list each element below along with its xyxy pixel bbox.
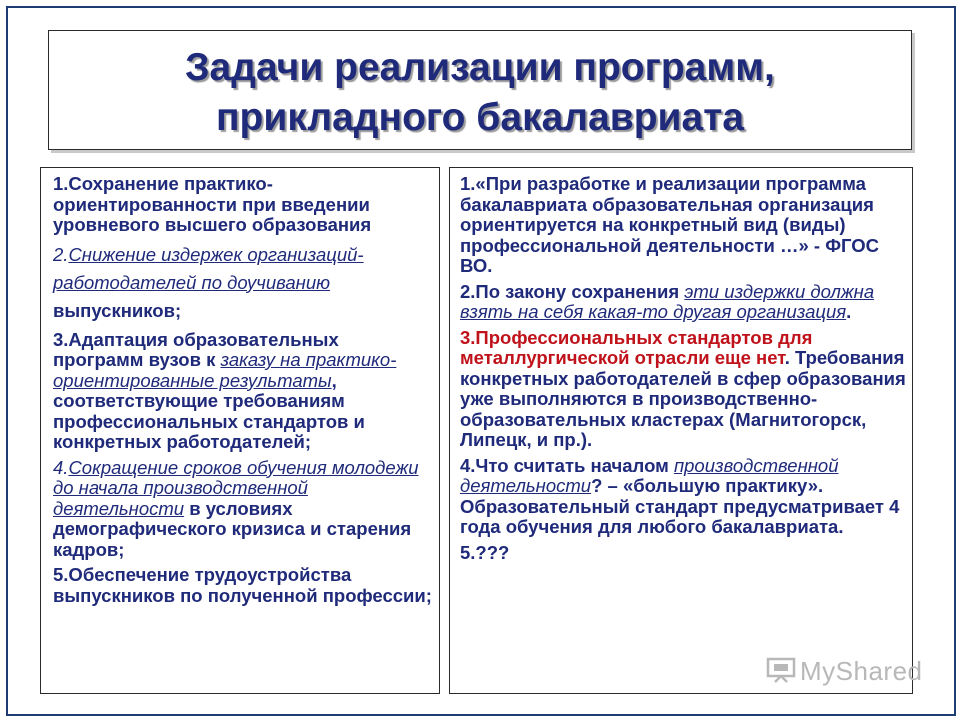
left-item-2-num: 2. xyxy=(53,243,69,265)
left-item-2-link[interactable]: Снижение издержек организаций-работодателей по доучиванию xyxy=(53,243,364,293)
right-item-3-b: . Требования конкретных работодателей в сфер образования уже выполняются в производственно-образовательных кластерах (Магнитогорск, Липецк, и пр.). xyxy=(460,347,906,450)
presentation-icon xyxy=(766,657,796,690)
left-item-3-b: , соответствующие требованиям профессиональных стандартов и конкретных работодателей; xyxy=(53,369,365,452)
left-item-4-rest: в условиях демографического кризиса и старения кадров; xyxy=(53,497,412,560)
right-item-4-link[interactable]: производственной деятельности xyxy=(460,454,839,496)
right-item-4-b: ? – «большую практику». Образовательный стандарт предусматривает 4 года обучения для любого бакалавриата. xyxy=(460,475,900,537)
left-item-2 xyxy=(53,241,433,325)
left-item-3-a: 3.Адаптация образовательных программ вузов к xyxy=(53,328,339,370)
right-item-3 xyxy=(460,328,906,451)
left-item-4-num: 4. xyxy=(53,456,69,478)
right-item-3-red: 3.Профессиональных стандартов для металлургической отрасли еще нет xyxy=(460,326,813,368)
slide-title xyxy=(49,43,911,143)
left-item-4-link[interactable]: Сокращение сроков обучения молодежи до начала производственной деятельности xyxy=(53,456,419,519)
left-item-3 xyxy=(53,330,433,453)
right-item-2 xyxy=(460,282,906,323)
left-item-3-link[interactable]: заказу на практико-ориентированные результаты xyxy=(53,349,397,391)
right-column xyxy=(449,167,913,694)
left-item-2-rest: выпускников; xyxy=(53,299,182,321)
title-line-1: Задачи реализации программ, xyxy=(185,46,775,89)
mysHared-watermark xyxy=(766,656,923,690)
right-item-2-b: . xyxy=(846,301,852,322)
left-column xyxy=(40,167,440,694)
left-item-5: 5.Обеспечение трудоустройства выпускников по полученной профессии; xyxy=(53,564,432,606)
right-item-2-a: 2.По закону сохранения xyxy=(460,280,685,302)
right-item-1: 1.«При разработке и реализации программа бакалавриата образовательная организация ориентируется на конкретный вид (виды) профессиональной деятельности …» - ФГОС ВО. xyxy=(460,173,879,276)
watermark-text: MyShared xyxy=(800,656,923,686)
title-box xyxy=(48,30,912,150)
left-item-1: 1.Сохранение практико-ориентированности при введении уровневого высшего образования xyxy=(53,173,372,235)
left-item-4 xyxy=(53,458,433,561)
right-item-2-link[interactable]: эти издержки должна взять на себя какая-то другая организация xyxy=(460,280,875,322)
right-item-4-a: 4.Что считать началом xyxy=(460,454,674,476)
title-line-2: прикладного бакалавриата xyxy=(215,96,745,139)
right-item-5: 5.??? xyxy=(460,541,510,563)
right-item-4 xyxy=(460,456,906,538)
